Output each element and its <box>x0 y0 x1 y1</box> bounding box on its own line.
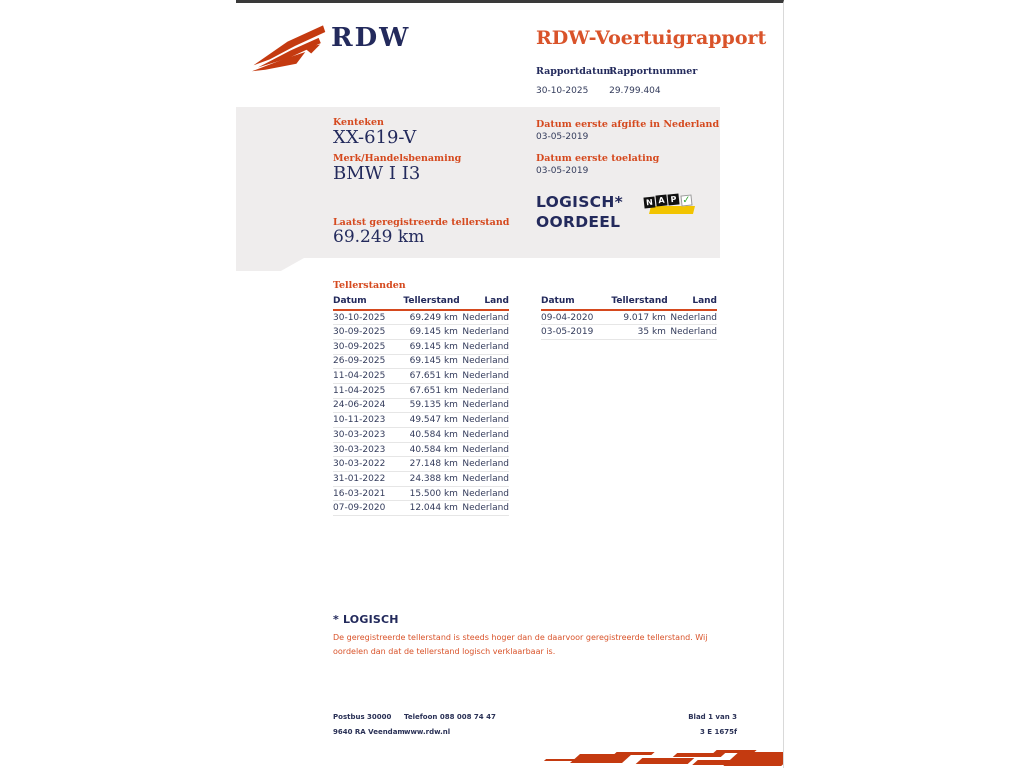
table-row: 30-09-2025 69.145 km Nederland <box>333 325 509 340</box>
footer-form-code: 3 E 1675f <box>699 728 737 736</box>
toelating-label: Datum eerste toelating <box>536 153 660 164</box>
logisch-footnote-title: * LOGISCH <box>333 613 399 626</box>
table-row: 10-11-2023 49.547 km Nederland <box>333 413 509 428</box>
col-header-datum: Datum <box>541 294 611 310</box>
nap-letter-a: A <box>655 194 667 206</box>
nap-checkmark-icon: ✓ <box>681 194 692 207</box>
afgifte-label: Datum eerste afgifte in Nederland <box>536 119 720 130</box>
table-row: 24-06-2024 59.135 km Nederland <box>333 398 509 413</box>
col-header-datum: Datum <box>333 294 403 310</box>
table-row: 30-03-2023 40.584 km Nederland <box>333 428 509 443</box>
col-header-tellerstand: Tellerstand <box>403 294 458 310</box>
table-row: 16-03-2021 15.500 km Nederland <box>333 486 509 501</box>
table-row: 26-09-2025 69.145 km Nederland <box>333 354 509 369</box>
footer-website[interactable]: www.rdw.nl <box>404 728 451 736</box>
merk-value: BMW I I3 <box>333 163 421 184</box>
tellerstanden-title: Tellerstanden <box>333 280 406 291</box>
odometer-table-right <box>541 294 717 340</box>
report-page <box>236 0 784 768</box>
report-title: RDW-Voertuigrapport <box>536 27 767 49</box>
nap-letter-p: P <box>667 193 679 205</box>
table-row: 11-04-2025 67.651 km Nederland <box>333 383 509 398</box>
table-row: 09-04-2020 9.017 km Nederland <box>541 310 717 325</box>
footer-address-line2: 9640 RA Veendam <box>333 728 405 736</box>
table-row: 30-03-2022 27.148 km Nederland <box>333 457 509 472</box>
bottom-feather-decoration <box>543 748 783 766</box>
rdw-logo-wordmark: RDW <box>331 23 411 53</box>
afgifte-value: 03-05-2019 <box>536 132 589 142</box>
col-header-tellerstand: Tellerstand <box>611 294 666 310</box>
report-number-label: Rapportnummer <box>609 66 698 77</box>
report-date-value: 30-10-2025 <box>536 86 589 96</box>
kenteken-label: Kenteken <box>333 117 384 128</box>
table-row: 30-09-2025 69.145 km Nederland <box>333 339 509 354</box>
kenteken-value: XX-619-V <box>333 127 417 148</box>
oordeel-text <box>536 192 623 232</box>
oordeel-line2: OORDEEL <box>536 213 621 231</box>
nap-letter-n: N <box>643 196 655 208</box>
report-date-label: Rapportdatum <box>536 66 614 77</box>
table-row: 07-09-2020 12.044 km Nederland <box>333 501 509 516</box>
tellerstand-value: 69.249 km <box>333 227 425 247</box>
report-number-value: 29.799.404 <box>609 86 661 96</box>
logisch-footnote-text: De geregistreerde tellerstand is steeds hoger dan de daarvoor geregistreerde tellerstand. Wij oordelen dan dat de tellerstand logisch verklaarbaar is. <box>333 633 708 656</box>
toelating-value: 03-05-2019 <box>536 166 589 176</box>
table-row: 31-01-2022 24.388 km Nederland <box>333 472 509 487</box>
col-header-land: Land <box>458 294 509 310</box>
odometer-table-left <box>333 294 509 516</box>
panel-corner-tab <box>236 258 304 271</box>
footer-address-line1: Postbus 30000 <box>333 713 392 721</box>
tellerstand-label: Laatst geregistreerde tellerstand <box>333 217 510 228</box>
report-meta <box>536 59 697 97</box>
nap-logo <box>644 193 696 219</box>
vehicle-summary-panel <box>236 107 720 258</box>
table-row: 11-04-2025 67.651 km Nederland <box>333 369 509 384</box>
oordeel-line1: LOGISCH* <box>536 193 624 211</box>
merk-label: Merk/Handelsbenaming <box>333 153 462 164</box>
footer-phone: Telefoon 088 008 74 47 <box>404 713 496 721</box>
col-header-land: Land <box>666 294 717 310</box>
table-row: 30-03-2023 40.584 km Nederland <box>333 442 509 457</box>
nap-yellow-swoosh <box>649 206 695 214</box>
rdw-logo-feather-icon <box>252 25 326 73</box>
table-row: 03-05-2019 35 km Nederland <box>541 325 717 340</box>
table-row: 30-10-2025 69.249 km Nederland <box>333 310 509 325</box>
footer-page-number: Blad 1 van 3 <box>688 713 737 721</box>
